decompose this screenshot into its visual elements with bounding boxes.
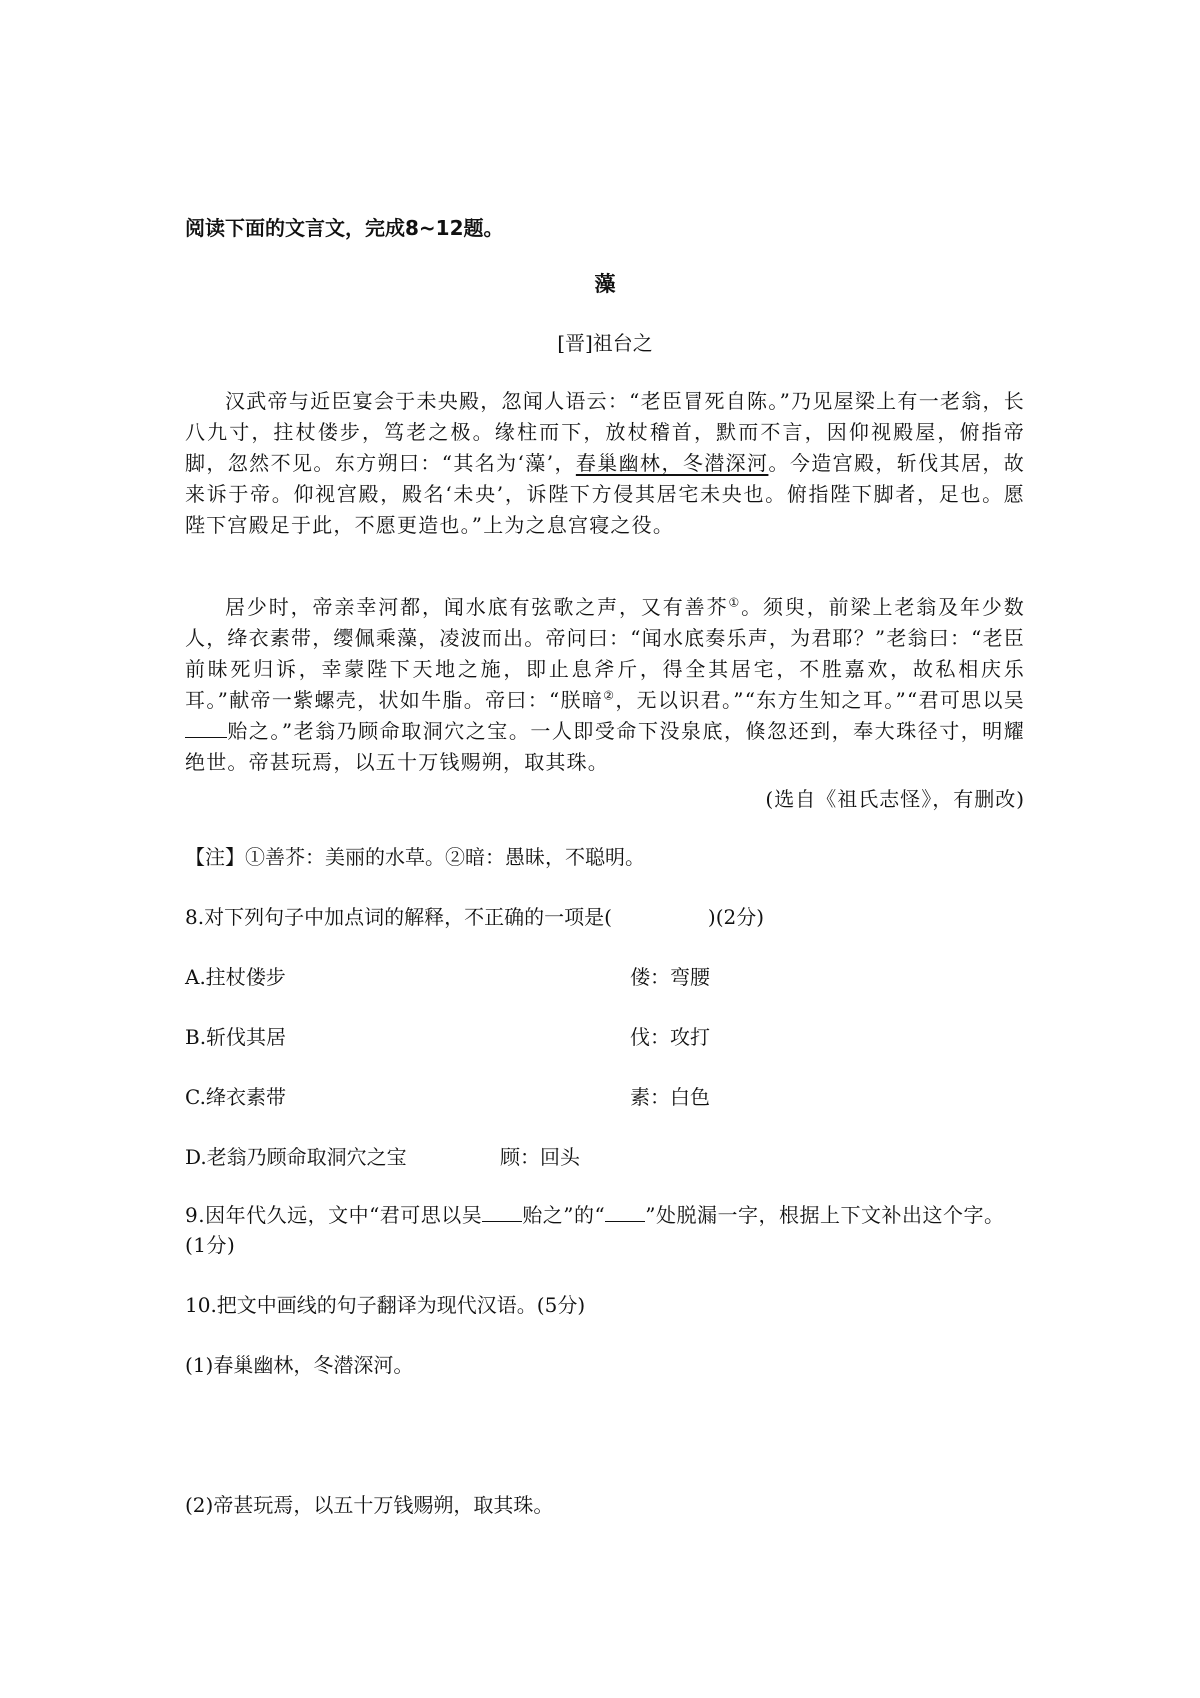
question-10-item-2: (2)帝甚玩焉，以五十万钱赐朔，取其珠。 <box>185 1493 554 1517</box>
question-9 <box>185 1200 1025 1260</box>
question-8 <box>185 902 1025 932</box>
passage-title: 藻 <box>594 272 616 296</box>
footnote-marker-2: ② <box>603 688 616 703</box>
para1-text-before: 汉武帝与近臣宴会于未央殿，忽闻人语云：“老臣冒死自陈。”乃见屋梁上有一老翁，长八九寸，拄杖偻步，笃老之极。缘柱而下，放杖稽首，默而不言，因仰视殿屋，俯指帝脚，忽然不见。东方朔曰：“其名为‘藻’， <box>185 389 1025 475</box>
q9-text-1: 9.因年代久远，文中“君可思以吴 <box>185 1203 483 1227</box>
q9-text-2: 贻之”的“ <box>522 1203 606 1227</box>
q9-blank-2 <box>605 1203 645 1222</box>
option-b-sentence: B.斩伐其居 <box>185 1025 287 1049</box>
option-b-gloss: 伐：攻打 <box>630 1025 710 1049</box>
q8-score: )(2分) <box>707 905 765 929</box>
passage-paragraph-2 <box>185 592 1025 778</box>
para1-text-after: 。今造宫殿，斩伐其居，故来诉于帝。仰视宫殿，殿名‘未央’，诉陛下方侵其居宅未央也。俯指陛下脚者，足也。愿陛下宫殿足于此，不愿更造也。”上为之息宫寝之役。 <box>185 451 1025 537</box>
passage-paragraph-1 <box>185 386 1025 541</box>
option-c-gloss: 素：白色 <box>630 1085 710 1109</box>
para2-text-3: ，无以识君。”“东方生知之耳。”“君可思以吴 <box>615 688 1025 712</box>
passage-source: (选自《祖氏志怪》，有删改) <box>765 787 1025 811</box>
option-c-sentence: C.绛衣素带 <box>185 1085 286 1109</box>
passage-author: [晋]祖台之 <box>557 331 653 355</box>
para2-text-1: 居少时，帝亲幸河都，闻水底有弦歌之声，又有善芥 <box>225 595 729 619</box>
footnote-marker-1: ① <box>728 595 742 610</box>
para2-text-4: 贻之。”老翁乃顾命取洞穴之宝。一人即受命下没泉底，倏忽还到，奉大珠径寸，明耀绝世。帝甚玩焉，以五十万钱赐朔，取其珠。 <box>185 719 1025 774</box>
option-d-gloss: 顾：回头 <box>500 1145 580 1169</box>
question-10: 10.把文中画线的句子翻译为现代汉语。(5分) <box>185 1293 586 1317</box>
footnotes: 【注】①善芥：美丽的水草。②暗：愚昧，不聪明。 <box>185 845 645 869</box>
missing-character-blank <box>185 717 227 738</box>
option-a-sentence: A.拄杖偻步 <box>185 965 286 989</box>
underlined-sentence: 春巢幽林，冬潜深河 <box>575 451 769 475</box>
reading-instruction: 阅读下面的文言文，完成8~12题。 <box>185 216 504 240</box>
para2-text-2: 。须臾，前梁上老翁及年少数人，绛衣素带，缨佩乘藻，凌波而出。帝问曰：“闻水底奏乐声，为君耶？”老翁曰：“老臣前昧死归诉，幸蒙陛下天地之施，即止息斧斤，得全其居宅，不胜嘉欢，故私相庆乐耳。”献帝一紫螺壳，状如牛脂。帝曰：“朕暗 <box>185 595 1025 712</box>
option-a-gloss: 偻：弯腰 <box>630 965 710 989</box>
option-d-sentence: D.老翁乃顾命取洞穴之宝 <box>185 1145 407 1169</box>
q9-blank-1 <box>482 1203 522 1222</box>
q8-stem: 8.对下列句子中加点词的解释，不正确的一项是( <box>185 905 612 929</box>
q9-text-3: ”处脱漏一字，根据上下文补出这个字。(1分) <box>185 1203 1005 1257</box>
question-10-item-1: (1)春巢幽林，冬潜深河。 <box>185 1353 414 1377</box>
